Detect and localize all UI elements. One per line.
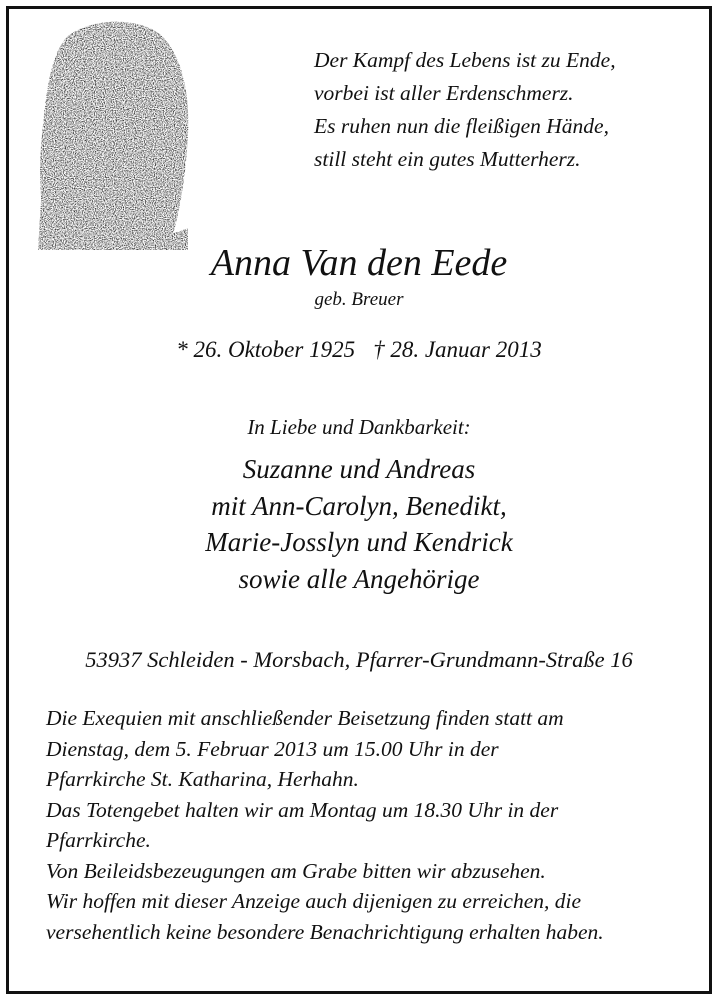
deceased-name: Anna Van den Eede <box>210 242 508 284</box>
dedication-intro: In Liebe und Dankbarkeit: <box>247 415 471 439</box>
survivor-line: sowie alle Angehörige <box>238 563 480 594</box>
death-date: † 28. Januar 2013 <box>373 337 542 362</box>
info-line: Pfarrkirche St. Katharina, Herhahn. <box>46 767 359 791</box>
maiden-name: geb. Breuer <box>314 289 404 310</box>
info-line: Die Exequien mit anschließender Beisetzung finden statt am <box>46 706 564 730</box>
verse-line: Es ruhen nun die fleißigen Hände, <box>314 114 609 138</box>
info-line: Dienstag, dem 5. Februar 2013 um 15.00 Uhr in der <box>46 736 499 761</box>
survivor-line: Marie-Josslyn und Kendrick <box>205 527 513 557</box>
info-line: Wir hoffen mit dieser Anzeige auch dijenigen zu erreichen, die <box>46 889 582 913</box>
verse-line: Der Kampf des Lebens ist zu Ende, <box>314 48 616 72</box>
survivors-list <box>0 451 718 597</box>
funeral-information <box>46 703 706 947</box>
madonna-portrait-image <box>20 14 205 252</box>
verse-line: still steht ein gutes Mutterherz. <box>314 147 581 171</box>
life-dates <box>0 335 718 365</box>
info-line: Das Totengebet halten wir am Montag um 18.30 Uhr in der <box>46 797 559 822</box>
poem-verse <box>314 44 694 176</box>
info-line: versehentlich keine besondere Benachrichtigung erhalten haben. <box>46 919 604 944</box>
family-address: 53937 Schleiden - Morsbach, Pfarrer-Grundmann-Straße 16 <box>85 647 633 672</box>
info-line: Von Beileidsbezeugungen am Grabe bitten wir abzusehen. <box>46 858 546 883</box>
deceased-name-row <box>0 240 718 286</box>
info-line: Pfarrkirche. <box>46 828 151 852</box>
birth-date: * 26. Oktober 1925 <box>176 337 356 362</box>
survivor-line: mit Ann-Carolyn, Benedikt, <box>211 490 507 521</box>
maiden-name-row <box>0 288 718 312</box>
verse-line: vorbei ist aller Erdenschmerz. <box>314 81 574 105</box>
survivor-line: Suzanne und Andreas <box>242 454 476 484</box>
